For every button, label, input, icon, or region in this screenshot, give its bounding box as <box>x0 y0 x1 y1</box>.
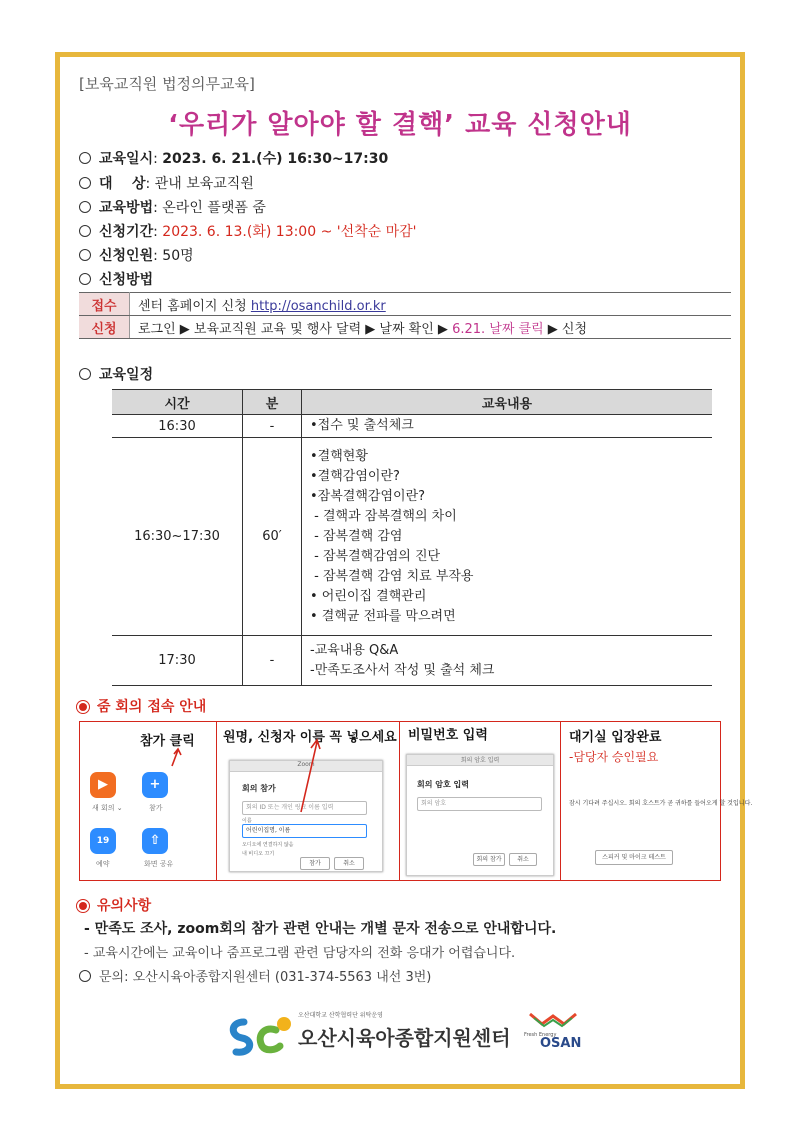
cell-content <box>302 438 713 636</box>
target-bullet-icon <box>79 902 87 910</box>
table-row <box>112 636 712 686</box>
circle-bullet-icon <box>79 225 91 237</box>
content-line: •접수 및 출석체크 <box>310 418 414 433</box>
zoom-panel-waiting <box>561 722 753 880</box>
info-item: 교육일시: 2023. 6. 21.(수) 16:30~17:30 <box>79 148 388 168</box>
circle-bullet-icon <box>79 177 91 189</box>
name-label: 이름 <box>242 818 252 824</box>
apply-row2-label: 신청 <box>79 316 130 339</box>
audio-option[interactable]: 오디오에 연결하지 않음 <box>242 842 294 848</box>
cell-content <box>302 415 713 438</box>
page-subtitle: [보육교직원 법정의무교육] <box>79 75 255 93</box>
panel-caption: 비밀번호 입력 <box>408 728 488 743</box>
circle-bullet-icon <box>79 249 91 261</box>
zoom-password-window <box>406 754 554 876</box>
cancel-button[interactable]: 취소 <box>509 853 537 866</box>
panel-caption: 원명, 신청자 이름 꼭 넣으세요 <box>223 730 397 745</box>
zoom-panel-password <box>400 722 561 880</box>
cell-min: - <box>243 636 302 686</box>
content-line: •잠복결핵감염이란? <box>310 488 426 504</box>
circle-bullet-icon <box>79 970 91 982</box>
cell-min: 60′ <box>243 438 302 636</box>
center-logo-icon <box>226 1012 296 1058</box>
page-title: ‘우리가 알아야 할 결핵’ 교육 신청안내 <box>168 110 632 140</box>
table-row <box>112 438 712 636</box>
apply-row2-value <box>130 316 732 339</box>
schedule-button[interactable]: 19 <box>90 828 116 854</box>
panel-caption: 대기실 입장완료 <box>569 730 662 745</box>
col-header-content: 교육내용 <box>302 390 713 415</box>
content-line: - 잠복결핵 감염 치료 부작용 <box>310 568 474 584</box>
new-meeting-label: 새 회의 ⌄ <box>92 804 123 812</box>
speaker-test-button[interactable]: 스피커 및 마이크 테스트 <box>595 850 673 865</box>
notes-heading: 유의사항 <box>79 895 151 915</box>
zoom-panel-join <box>80 722 217 880</box>
waiting-message: 잠시 기다려 주십시오. 회의 호스트가 곧 귀하를 들어오게 할 것입니다. <box>569 800 753 807</box>
info-value: 2023. 6. 21.(수) 16:30~17:30 <box>162 151 389 167</box>
circle-bullet-icon <box>79 273 91 285</box>
info-item: 신청방법 <box>79 269 153 289</box>
cell-time: 16:30~17:30 <box>112 438 243 636</box>
org-name: 오산시육아종합지원센터 <box>298 1026 511 1050</box>
note-item: - 만족도 조사, zoom회의 참가 관련 안내는 개별 문자 전송으로 안내합니다. <box>84 921 557 937</box>
circle-bullet-icon <box>79 152 91 164</box>
col-header-min: 분 <box>243 390 302 415</box>
table-row <box>112 415 712 438</box>
join-meeting-button[interactable]: 회의 참가 <box>473 853 505 866</box>
osan-logo-icon <box>528 1010 578 1028</box>
schedule-heading: 교육일정 <box>79 364 153 384</box>
org-small-text: 오산대학교 산학협력단 위탁운영 <box>298 1012 383 1019</box>
content-line: - 결핵과 잠복결핵의 차이 <box>310 508 457 524</box>
content-line: -교육내용 Q&A <box>310 642 399 658</box>
content-line: •결핵감염이란? <box>310 468 400 484</box>
apply-final-step: ▶ 신청 <box>543 321 588 337</box>
content-line: •결핵현황 <box>310 448 368 464</box>
join-confirm-button[interactable]: 참가 <box>300 857 330 870</box>
info-value: 관내 보육교직원 <box>154 176 254 192</box>
content-line: • 결핵균 전파를 막으려면 <box>310 608 456 624</box>
window-titlebar: 회의 암호 입력 <box>407 755 553 766</box>
info-item: 신청기간: 2023. 6. 13.(화) 13:00 ~ '선착순 마감' <box>79 221 417 241</box>
schedule-table <box>112 389 712 686</box>
new-meeting-button[interactable]: ▶ <box>90 772 116 798</box>
share-screen-button[interactable]: ⇧ <box>142 828 168 854</box>
info-value: 온라인 플랫폼 줌 <box>162 200 266 216</box>
share-label: 화면 공유 <box>144 860 174 868</box>
contact-info: 문의: 오산시육아종합지원센터 (031-374-5563 내선 3번) <box>79 966 431 985</box>
info-item: 교육방법: 온라인 플랫폼 줌 <box>79 197 266 217</box>
schedule-label: 예약 <box>96 860 110 868</box>
apply-row1-label: 접수 <box>79 293 130 316</box>
content-line: - 잠복결핵감염의 진단 <box>310 548 441 564</box>
dialog-title: 회의 암호 입력 <box>417 780 469 789</box>
cell-time: 17:30 <box>112 636 243 686</box>
zoom-guide-heading: 줌 회의 접속 안내 <box>79 696 206 716</box>
name-input[interactable]: 어린이집명, 이름 <box>242 824 367 838</box>
city-name: OSAN <box>540 1036 582 1051</box>
video-option[interactable]: 내 비디오 끄기 <box>242 851 275 857</box>
note-item: - 교육시간에는 교육이나 줌프로그램 관련 담당자의 전화 응대가 어렵습니다. <box>84 946 516 961</box>
apply-date-step: 6.21. 날짜 클릭 <box>452 321 544 337</box>
red-arrow-icon <box>168 746 188 768</box>
content-line: - 잠복결핵 감염 <box>310 528 403 544</box>
join-button[interactable]: + <box>142 772 168 798</box>
zoom-guide-panels <box>79 721 753 881</box>
apply-steps: 로그인 ▶ 보육교직원 교육 및 행사 달력 ▶ 날짜 확인 ▶ <box>138 321 453 337</box>
meeting-id-input[interactable]: 회의 ID 또는 개인 링크 이름 입력 <box>242 801 367 815</box>
apply-row1-value <box>130 293 732 316</box>
info-item: 대 상: 관내 보육교직원 <box>79 173 254 193</box>
password-input[interactable]: 회의 암호 <box>417 797 542 811</box>
target-bullet-icon <box>79 703 87 711</box>
city-small-text: Fresh Energy <box>524 1032 557 1038</box>
homepage-link[interactable]: http://osanchild.or.kr <box>250 298 386 314</box>
apply-row1-text: 센터 홈페이지 신청 <box>138 298 251 314</box>
dialog-title: 회의 참가 <box>242 784 276 793</box>
content-line: -만족도조사서 작성 및 출석 체크 <box>310 662 495 678</box>
join-label: 참가 <box>149 804 163 812</box>
circle-bullet-icon <box>79 201 91 213</box>
content-line: • 어린이집 결핵관리 <box>310 588 427 604</box>
panel-caption: 참가 클릭 <box>140 734 195 749</box>
cell-content <box>302 636 713 686</box>
info-value: 2023. 6. 13.(화) 13:00 ~ '선착순 마감' <box>162 224 417 240</box>
zoom-panel-name <box>217 722 400 880</box>
cell-min: - <box>243 415 302 438</box>
circle-bullet-icon <box>79 368 91 380</box>
footer-logo <box>226 1010 586 1060</box>
info-value: 50명 <box>162 248 194 264</box>
apply-method-table <box>79 292 731 339</box>
red-arrow-icon <box>297 736 323 816</box>
panel-caption-note: -담당자 승인필요 <box>569 750 659 764</box>
cancel-button[interactable]: 취소 <box>334 857 364 870</box>
window-titlebar: Zoom <box>230 761 382 772</box>
col-header-time: 시간 <box>112 390 243 415</box>
cell-time: 16:30 <box>112 415 243 438</box>
info-item: 신청인원: 50명 <box>79 245 194 265</box>
